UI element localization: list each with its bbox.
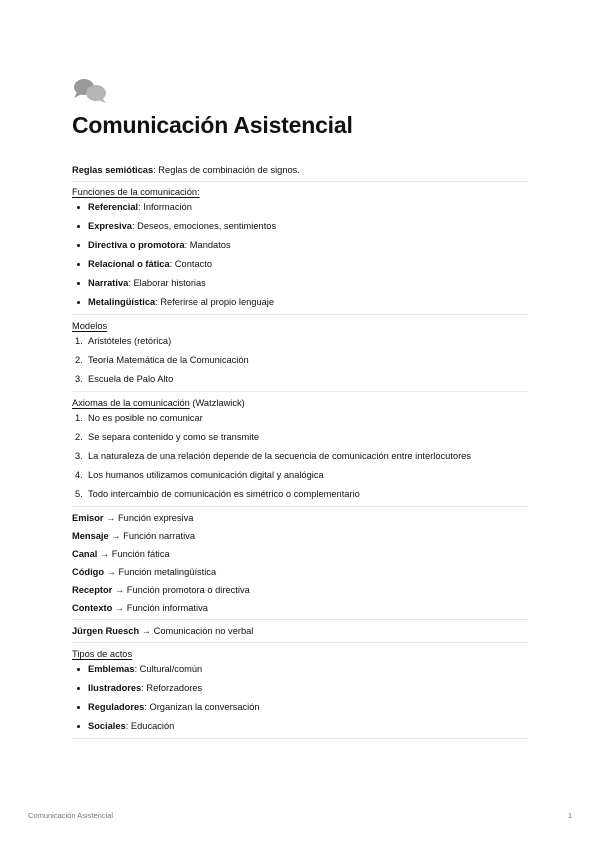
item-term: Narrativa (88, 278, 129, 288)
item-text: Los humanos utilizamos comunicación digital y analógica (88, 470, 324, 480)
elemento-term: Mensaje (72, 531, 109, 541)
elemento-desc: → Función metalingüística (104, 567, 217, 577)
ruesch-desc: → Comunicación no verbal (139, 626, 254, 636)
item-text: La naturaleza de una relación depende de la secuencia de comunicación entre interlocutores (88, 451, 471, 461)
item-desc: : Educación (125, 721, 175, 731)
elemento-term: Código (72, 567, 105, 577)
footer-title: Comunicación Asistencial (28, 811, 114, 820)
item-number: 3. (75, 451, 83, 461)
document-content (72, 164, 528, 739)
item-number: 5. (75, 489, 83, 499)
item-number: 2. (75, 432, 83, 442)
elemento-desc: → Función narrativa (108, 531, 195, 541)
modelos-heading: Modelos (72, 321, 108, 331)
elemento-desc: → Función promotora o directiva (112, 585, 250, 595)
page-title: Comunicación Asistencial (72, 112, 353, 138)
item-text: Aristóteles (retórica) (88, 336, 172, 346)
funciones-block (72, 182, 528, 315)
item-text: Se separa contenido y como se transmite (88, 432, 260, 442)
list-item (72, 469, 528, 482)
elemento-line (72, 566, 528, 579)
item-text: No es posible no comunicar (88, 413, 203, 423)
item-term: Emblemas (88, 664, 135, 674)
item-desc: : Organizan la conversación (144, 702, 260, 712)
item-number: 1. (75, 413, 83, 423)
elemento-term: Receptor (72, 585, 113, 595)
item-term: Reguladores (88, 702, 145, 712)
tipos-block (72, 643, 528, 739)
item-number: 2. (75, 355, 83, 365)
list-item (72, 239, 528, 252)
list-item (72, 682, 528, 695)
item-number: 3. (75, 374, 83, 384)
reglas-block (72, 164, 528, 182)
tipos-list (72, 663, 528, 733)
elemento-line (72, 602, 528, 615)
elementos-block (72, 507, 528, 620)
item-desc: : Contacto (169, 259, 213, 269)
list-item (72, 258, 528, 271)
item-desc: : Reforzadores (141, 683, 203, 693)
elemento-line (72, 584, 528, 597)
elemento-term: Emisor (72, 513, 104, 523)
item-term: Directiva o promotora (88, 240, 185, 250)
axiomas-heading-line (72, 397, 528, 410)
list-item (72, 450, 528, 463)
item-desc: : Información (138, 202, 192, 212)
axiomas-list (72, 412, 528, 501)
reglas-term: Reglas semióticas (72, 165, 154, 175)
list-item (72, 373, 528, 386)
tipos-heading: Tipos de actos (72, 649, 133, 659)
list-item (72, 220, 528, 233)
axiomas-block (72, 392, 528, 507)
item-text: Teoría Matemática de la Comunicación (88, 355, 249, 365)
axiomas-heading: Axiomas de la comunicación (72, 398, 190, 408)
item-term: Metalingüística (88, 297, 156, 307)
item-text: Escuela de Palo Alto (88, 374, 174, 384)
elemento-line (72, 512, 528, 525)
elemento-desc: → Función fática (97, 549, 170, 559)
page-number: 1 (568, 811, 573, 820)
list-item (72, 720, 528, 733)
elemento-desc: → Función expresiva (103, 513, 194, 523)
list-item (72, 701, 528, 714)
funciones-heading: Funciones de la comunicación: (72, 187, 200, 197)
ruesch-term: Jürgen Ruesch (72, 626, 140, 636)
item-desc: : Elaborar historias (128, 278, 206, 288)
item-term: Sociales (88, 721, 126, 731)
item-term: Ilustradores (88, 683, 142, 693)
list-item (72, 296, 528, 309)
item-desc: : Mandatos (184, 240, 231, 250)
item-text: Todo intercambio de comunicación es simétrico o complementario (88, 489, 360, 499)
reglas-desc: : Reglas de combinación de signos. (153, 165, 300, 175)
list-item (72, 335, 528, 348)
item-term: Referencial (88, 202, 139, 212)
item-desc: : Referirse al propio lenguaje (155, 297, 275, 307)
elemento-term: Contexto (72, 603, 113, 613)
elemento-term: Canal (72, 549, 98, 559)
item-number: 1. (75, 336, 83, 346)
reglas-line (72, 164, 528, 177)
list-item (72, 277, 528, 290)
item-term: Relacional o fática (88, 259, 170, 269)
list-item (72, 663, 528, 676)
list-item (72, 431, 528, 444)
elemento-line (72, 530, 528, 543)
list-item (72, 201, 528, 214)
modelos-block (72, 315, 528, 392)
ruesch-line (72, 625, 528, 638)
list-item (72, 488, 528, 501)
item-desc: : Deseos, emociones, sentimientos (131, 221, 277, 231)
elemento-desc: → Función informativa (112, 603, 208, 613)
speech-bubbles-icon (72, 76, 108, 104)
item-desc: : Cultural/común (134, 664, 203, 674)
axiomas-suffix: (Watzlawick) (189, 398, 245, 408)
list-item (72, 354, 528, 367)
ruesch-block (72, 620, 528, 643)
modelos-list (72, 335, 528, 386)
funciones-list (72, 201, 528, 309)
item-number: 4. (75, 470, 83, 480)
item-term: Expresiva (88, 221, 132, 231)
list-item (72, 412, 528, 425)
elemento-line (72, 548, 528, 561)
